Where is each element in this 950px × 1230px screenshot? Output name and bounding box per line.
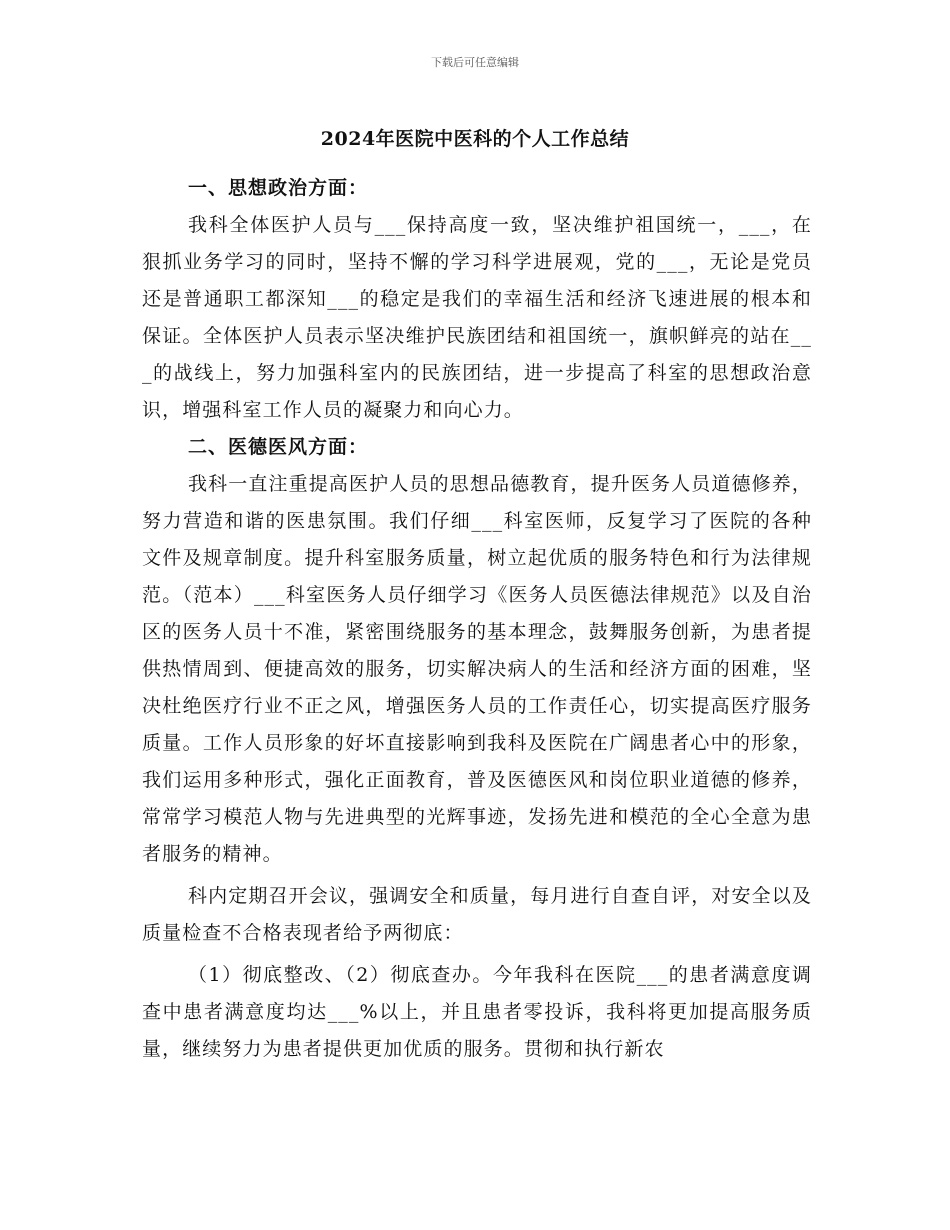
paragraph-ideology: 我科全体医护人员与___保持高度一致，坚决维护祖国统一，___，在狠抓业务学习的同时，坚持不懈的学习科学进展观，党的___，无论是党员还是普通职工都深知___的稳定是我们的幸福生活和经济飞速进展的根本和保证。全体医护人员表示坚决维护民族团结和祖国统一，旗帜鲜亮的站在___的战线上，努力加强科室内的民族团结，进一步提高了科室的思想政治意识，增强科室工作人员的凝聚力和向心力。 xyxy=(142,214,812,421)
document-body xyxy=(142,170,812,1068)
document-title: 2024年医院中医科的个人工作总结 xyxy=(320,128,630,150)
section-heading-medical-ethics: 二、医德医风方面： xyxy=(188,436,369,458)
paragraph-safety-meetings: 科内定期召开会议，强调安全和质量，每月进行自查自评，对安全以及质量检查不合格表现者给予两彻底： xyxy=(142,885,812,944)
paragraph-medical-ethics: 我科一直注重提高医护人员的思想品德教育，提升医务人员道德修养，努力营造和谐的医患氛围。我们仔细___科室医师，反复学习了医院的各种文件及规章制度。提升科室服务质量，树立起优质的服务特色和行为法律规范。（范本）___科室医务人员仔细学习《医务人员医德法律规范》以及自治区的医务人员十不准，紧密围绕服务的基本理念，鼓舞服务创新，为患者提供热情周到、便捷高效的服务，切实解决病人的生活和经济方面的困难，坚决杜绝医疗行业不正之风，增强医务人员的工作责任心，切实提高医疗服务质量。工作人员形象的好坏直接影响到我科及医院在广阔患者心中的形象，我们运用多种形式，强化正面教育，普及医德医风和岗位职业道德的修养，常常学习模范人物与先进典型的光辉事迹，发扬先进和模范的全心全意为患者服务的精神。 xyxy=(142,473,812,865)
header-note: 下载后可任意编辑 xyxy=(431,56,519,69)
section-heading-ideology: 一、思想政治方面： xyxy=(188,177,369,199)
paragraph-rectification: （1）彻底整改、（2）彻底查办。今年我科在医院___的患者满意度调查中患者满意度均达___%以上，并且患者零投诉，我科将更加提高服务质量，继续努力为患者提供更加优质的服务。贯彻和执行新农 xyxy=(142,964,812,1060)
